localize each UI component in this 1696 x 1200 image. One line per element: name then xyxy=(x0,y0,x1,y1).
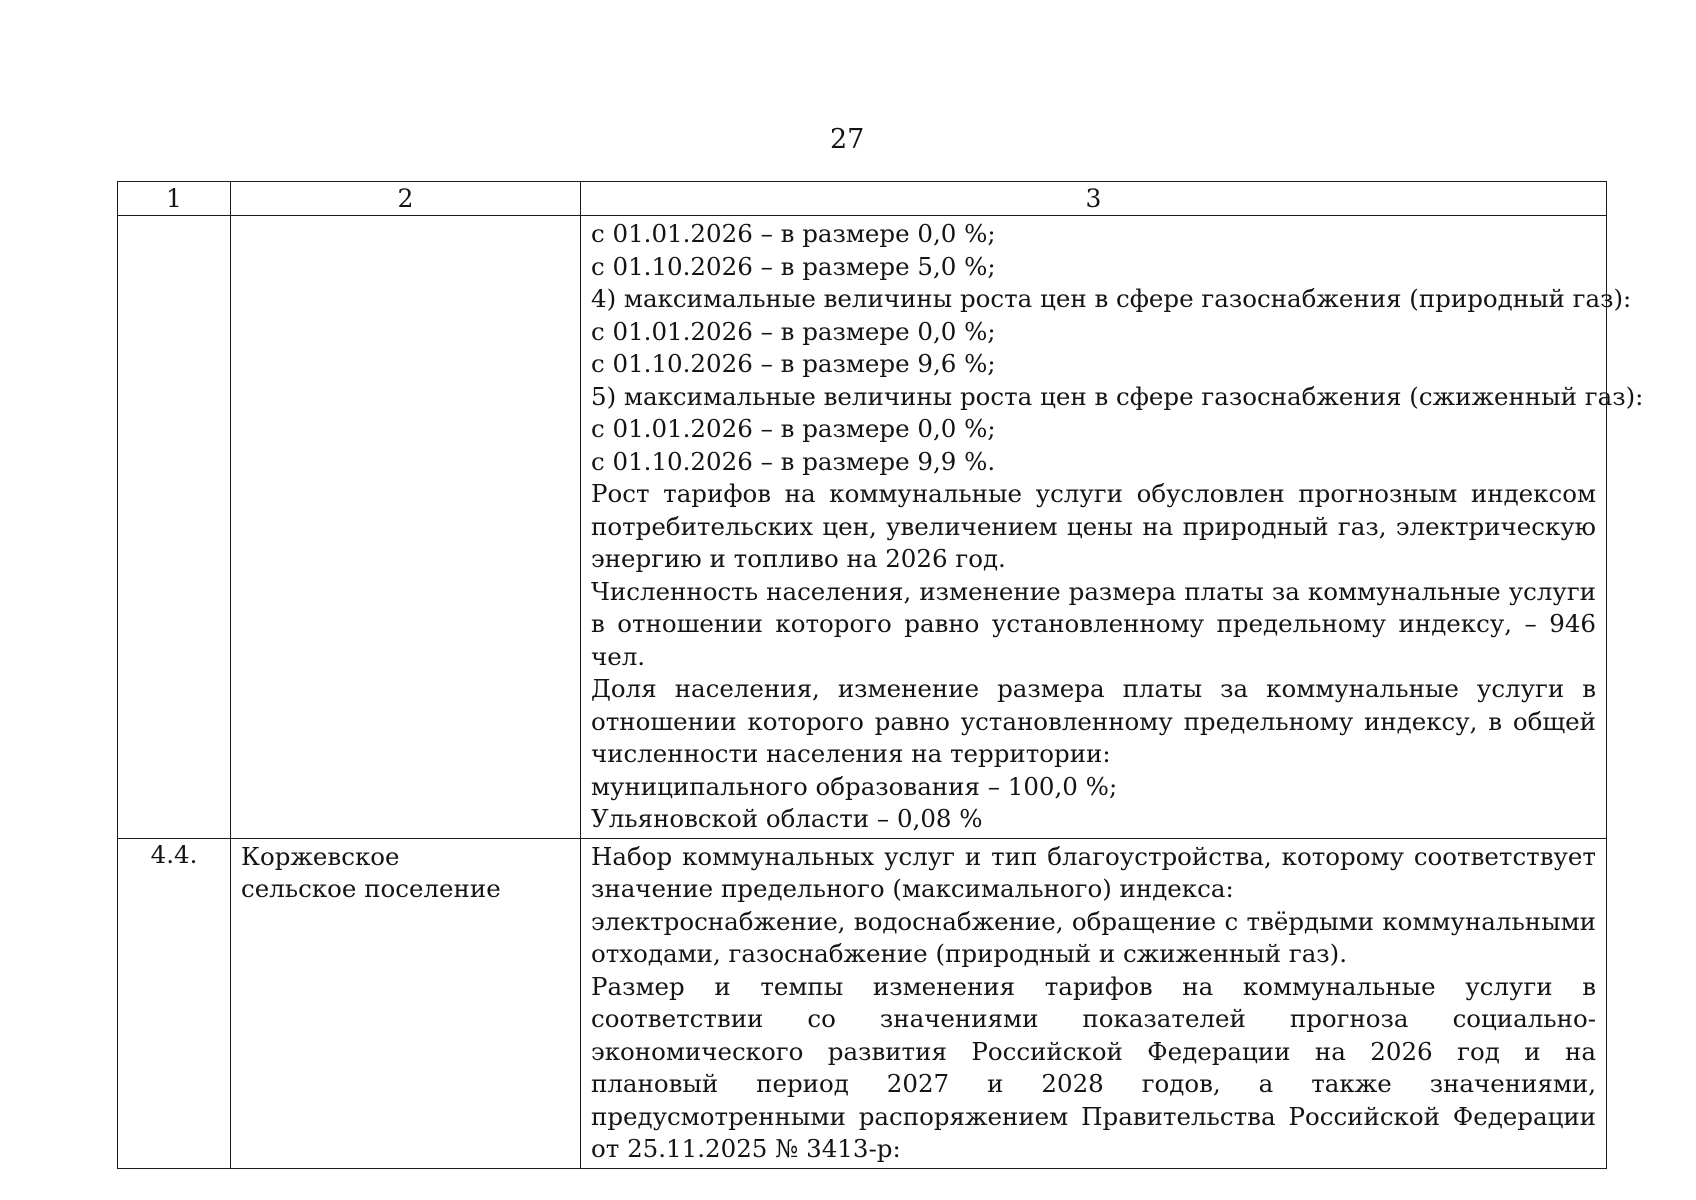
row-number-cell: 4.4. xyxy=(118,838,231,1168)
settlement-name-line: сельское поселение xyxy=(241,874,501,903)
description-cell xyxy=(581,838,1607,1168)
text-line: с 01.10.2026 – в размере 9,6 %; xyxy=(591,349,996,378)
description-cell xyxy=(581,216,1644,839)
paragraph: электроснабжение, водоснабжение, обращение с твёрдыми коммунальными отходами, газоснабжение (природный и сжиженный газ). xyxy=(591,906,1596,968)
table-header-row xyxy=(118,182,1607,216)
column-header-1: 1 xyxy=(118,182,231,216)
text-line: муниципального образования – 100,0 %; xyxy=(591,771,1118,801)
table-row xyxy=(118,216,1607,839)
column-header-3: 3 xyxy=(581,182,1607,216)
text-line: с 01.01.2026 – в размере 0,0 %; xyxy=(591,414,996,443)
table-row xyxy=(118,838,1607,1168)
settlement-name-cell xyxy=(231,216,581,839)
text-line: с 01.10.2026 – в размере 5,0 %; xyxy=(591,251,996,281)
paragraph: Численность населения, изменение размера платы за коммунальные услуги в отношении которого равно установленному предельному индексу, – 946 чел. xyxy=(591,576,1596,671)
settlement-name-line: Коржевское xyxy=(241,841,400,871)
paragraph: Набор коммунальных услуг и тип благоустройства, которому соответствует значение предельного (максимального) индекса: xyxy=(591,841,1596,903)
text-line: с 01.10.2026 – в размере 9,9 %. xyxy=(591,446,996,476)
page-number: 27 xyxy=(830,124,865,155)
row-number-cell xyxy=(118,216,231,839)
column-header-2: 2 xyxy=(231,182,581,216)
tariff-table xyxy=(117,181,1644,1169)
text-line: с 01.01.2026 – в размере 0,0 %; xyxy=(591,219,996,248)
text-line: Ульяновской области – 0,08 % xyxy=(591,804,983,833)
text-line: 4) максимальные величины роста цен в сфере газоснабжения (природный газ): xyxy=(591,284,1632,313)
paragraph: Рост тарифов на коммунальные услуги обусловлен прогнозным индексом потребительских цен, увеличением цены на природный газ, электрическую энергию и топливо на 2026 год. xyxy=(591,479,1596,573)
paragraph: Доля населения, изменение размера платы за коммунальные услуги в отношении которого равно установленному предельному индексу, в общей численности населения на территории: xyxy=(591,674,1596,768)
paragraph: Размер и темпы изменения тарифов на коммунальные услуги в соответствии со значениями показателей прогноза социально-экономического развития Российской Федерации на 2026 год и на плановый период 2027 и 2028 годов, а также значениями, предусмотренными распоряжением Правительства Российской Федерации от 25.11.2025 № 3413-р: xyxy=(591,971,1596,1163)
settlement-name-cell xyxy=(231,838,581,1168)
text-line: 5) максимальные величины роста цен в сфере газоснабжения (сжиженный газ): xyxy=(591,381,1644,411)
text-line: с 01.01.2026 – в размере 0,0 %; xyxy=(591,316,996,346)
